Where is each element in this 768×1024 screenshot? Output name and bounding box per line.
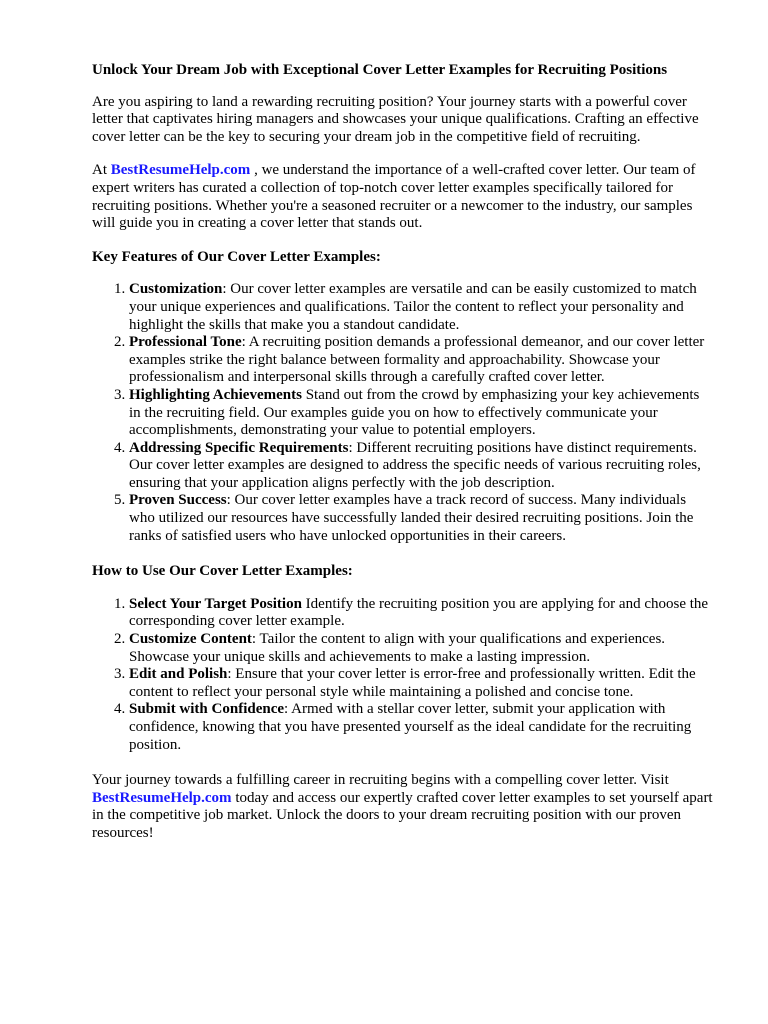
about-suffix: , we understand the importance of a well-crafted cover letter. Our team of expert writers has curated a collection of top-notch cover letter examples specifically tailored for recruiting positions. Whether you're a seasoned recruiter or a newcomer to the industry, our samples will guide you in creating a cover letter that stands out.	[92, 162, 696, 232]
feature-item-customization	[129, 281, 714, 334]
howto-item-submit-confidence	[129, 701, 714, 754]
intro-paragraph: Are you aspiring to land a rewarding recruiting position? Your journey starts with a powerful cover letter that captivates hiring managers and showcases your unique qualifications. Crafting an effective cover letter can be the key to securing your dream job in the competitive field of recruiting.	[92, 93, 699, 145]
feature-text: : Our cover letter examples have a track record of success. Many individuals who utilized our resources have successfully landed their desired recruiting positions. Join the ranks of satisfied users who have unlocked opportunities in their careers.	[129, 492, 694, 544]
feature-term: Customization	[129, 281, 223, 298]
howto-term: Edit and Polish	[129, 666, 228, 683]
howto-list	[92, 596, 714, 754]
feature-term: Proven Success	[129, 492, 227, 509]
howto-heading: How to Use Our Cover Letter Examples:	[92, 563, 353, 580]
document-title: Unlock Your Dream Job with Exceptional Cover Letter Examples for Recruiting Positions	[92, 62, 668, 78]
howto-item-edit-polish	[129, 666, 714, 701]
about-prefix: At	[92, 162, 111, 179]
feature-text: : Different recruiting positions have distinct requirements. Our cover letter examples are designed to address the specific needs of various recruiting roles, ensuring that your application aligns perfectly with the job description.	[129, 439, 701, 491]
feature-item-addressing-requirements	[129, 440, 714, 493]
features-list	[92, 281, 714, 545]
feature-term: Addressing Specific Requirements	[129, 439, 349, 456]
features-heading: Key Features of Our Cover Letter Examples:	[92, 248, 381, 265]
closing-suffix: today and access our expertly crafted cover letter examples to set yourself apart in the competitive job market. Unlock the doors to your dream recruiting position with our proven resources!	[92, 789, 713, 841]
feature-term: Professional Tone	[129, 334, 242, 351]
howto-term: Select Your Target Position	[129, 595, 302, 612]
feature-text: : Our cover letter examples are versatile and can be easily customized to match your unique experiences and qualifications. Tailor the content to reflect your personality and highlight the skills that make you a standout candidate.	[129, 281, 697, 333]
howto-item-customize-content	[129, 631, 714, 666]
feature-item-highlighting-achievements	[129, 387, 714, 440]
howto-term: Customize Content	[129, 631, 252, 648]
howto-text: : Armed with a stellar cover letter, submit your application with confidence, knowing that you have presented yourself as the ideal candidate for the recruiting position.	[129, 701, 692, 753]
closing-prefix: Your journey towards a fulfilling career in recruiting begins with a compelling cover letter. Visit	[92, 772, 669, 789]
howto-item-select-position	[129, 596, 714, 631]
howto-text: Identify the recruiting position you are applying for and choose the corresponding cover letter example.	[129, 595, 709, 630]
bestresumehelp-link[interactable]: BestResumeHelp.com	[110, 162, 251, 179]
howto-text: : Ensure that your cover letter is error-free and professionally written. Edit the content to reflect your personal style while maintaining a polished and concise tone.	[129, 666, 696, 700]
bestresumehelp-closing-link[interactable]: BestResumeHelp.com	[92, 789, 232, 806]
feature-item-proven-success	[129, 492, 714, 545]
about-paragraph	[92, 162, 714, 232]
feature-text: Stand out from the crowd by emphasizing your key achievements in the recruiting field. Our examples guide you on how to effectively communicate your accomplishments, demonstrating your value to potential employers.	[129, 386, 700, 439]
closing-paragraph	[92, 772, 714, 842]
howto-text: : Tailor the content to align with your qualifications and experiences. Showcase your unique skills and achievements to make a lasting impression.	[129, 631, 666, 665]
howto-term: Submit with Confidence	[129, 701, 285, 718]
feature-text: : A recruiting position demands a professional demeanor, and our cover letter examples strike the right balance between formality and approachability. Showcase your professionalism and interpersonal skills through a carefully crafted cover letter.	[129, 334, 705, 386]
feature-term: Highlighting Achievements	[129, 386, 302, 403]
feature-item-professional-tone	[129, 334, 714, 387]
